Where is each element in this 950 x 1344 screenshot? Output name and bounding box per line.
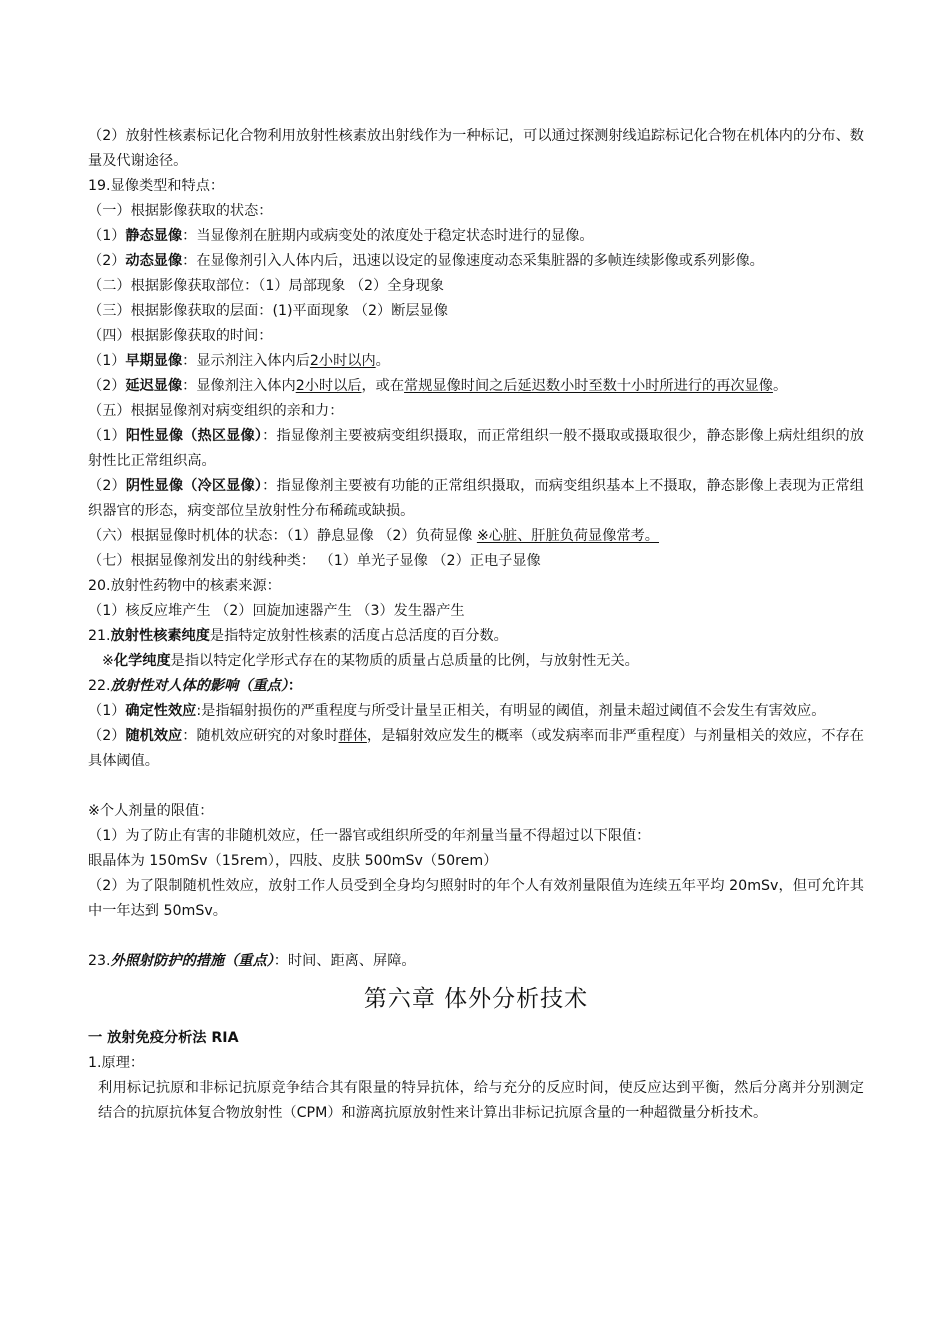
section-heading-ria: 一 放射免疫分析法 RIA	[88, 1030, 239, 1046]
item-positive-imaging: （1）阳性显像（热区显像）：指显像剂主要被病变组织摄取，而正常组织一般不摄取或摄取很少，静态影像上病灶组织的放射性比正常组织高。	[88, 428, 864, 469]
item-delayed-imaging: （2）延迟显像：显像剂注入体内2小时以后，或在常规显像时间之后延迟数小时至数十小时所进行的再次显像。	[88, 378, 788, 394]
spacer	[88, 774, 864, 799]
document-body	[88, 124, 864, 1126]
item-static-imaging: （1）静态显像：当显像剂在脏期内或病变处的浓度处于稳定状态时进行的显像。	[88, 228, 594, 244]
dose-limit-2: （2）为了限制随机性效应，放射工作人员受到全身均匀照射时的年个人有效剂量限值为连续五年平均 20mSv，但可允许其中一年达到 50mSv。	[88, 878, 864, 919]
note-chemical-purity: ※化学纯度是指以特定化学形式存在的某物质的质量占总质量的比例，与放射性无关。	[102, 653, 639, 669]
dose-limit-heading: ※个人剂量的限值：	[88, 803, 214, 819]
item-negative-imaging: （2）阴性显像（冷区显像）：指显像剂主要被有功能的正常组织摄取，而病变组织基本上不摄取，静态影像上表现为正常组织器官的形态，病变部位呈放射性分布稀疏或缺损。	[88, 478, 864, 519]
heading-21: 21.放射性核素纯度是指特定放射性核素的活度占总活度的百分数。	[88, 628, 508, 644]
spacer	[88, 924, 864, 949]
heading-19: 19.显像类型和特点：	[88, 178, 225, 194]
subheading-5: （五）根据显像剂对病变组织的亲和力：	[88, 403, 344, 419]
principle-heading: 1.原理：	[88, 1055, 145, 1071]
heading-23: 23.外照射防护的措施（重点）：时间、距离、屏障。	[88, 953, 416, 969]
subheading-4: （四）根据影像获取的时间：	[88, 328, 273, 344]
principle-text: 利用标记抗原和非标记抗原竞争结合其有限量的特异抗体，给与充分的反应时间，使反应达到平衡，然后分离并分别测定结合的抗原抗体复合物放射性（CPM）和游离抗原放射性来计算出非标记抗原含量的一种超微量分析技术。	[98, 1080, 864, 1121]
item-dynamic-imaging: （2）动态显像：在显像剂引入人体内后，迅速以设定的显像速度动态采集脏器的多帧连续影像或系列影像。	[88, 253, 764, 269]
subheading-3: （三）根据影像获取的层面：(1)平面现象 （2）断层显像	[88, 303, 448, 319]
subheading-2: （二）根据影像获取部位：（1）局部现象 （2）全身现象	[88, 278, 444, 294]
nuclide-sources: （1）核反应堆产生 （2）回旋加速器产生 （3）发生器产生	[88, 603, 465, 619]
paragraph-labeled-compound: （2）放射性核素标记化合物利用放射性核素放出射线作为一种标记，可以通过探测射线追踪标记化合物在机体内的分布、数量及代谢途径。	[88, 128, 864, 169]
subheading-1: （一）根据影像获取的状态：	[88, 203, 273, 219]
dose-limit-values: 眼晶体为 150mSv（15rem），四肢、皮肤 500mSv（50rem）	[88, 853, 498, 869]
subheading-6: （六）根据显像时机体的状态：（1）静息显像 （2）负荷显像 ※心脏、肝脏负荷显像常考。	[88, 528, 659, 544]
heading-20: 20.放射性药物中的核素来源：	[88, 578, 281, 594]
chapter-title: 第六章 体外分析技术	[363, 986, 589, 1012]
item-early-imaging: （1）早期显像：显示剂注入体内后2小时以内。	[88, 353, 390, 369]
item-stochastic-effect: （2）随机效应：随机效应研究的对象时群体，是辐射效应发生的概率（或发病率而非严重程度）与剂量相关的效应，不存在具体阈值。	[88, 728, 864, 769]
item-deterministic-effect: （1）确定性效应:是指辐射损伤的严重程度与所受计量呈正相关，有明显的阈值，剂量未超过阈值不会发生有害效应。	[88, 703, 826, 719]
heading-22: 22.放射性对人体的影响（重点）：	[88, 678, 303, 694]
subheading-7: （七）根据显像剂发出的射线种类： （1）单光子显像 （2）正电子显像	[88, 553, 541, 569]
dose-limit-1: （1）为了防止有害的非随机效应，任一器官或组织所受的年剂量当量不得超过以下限值：	[88, 828, 651, 844]
